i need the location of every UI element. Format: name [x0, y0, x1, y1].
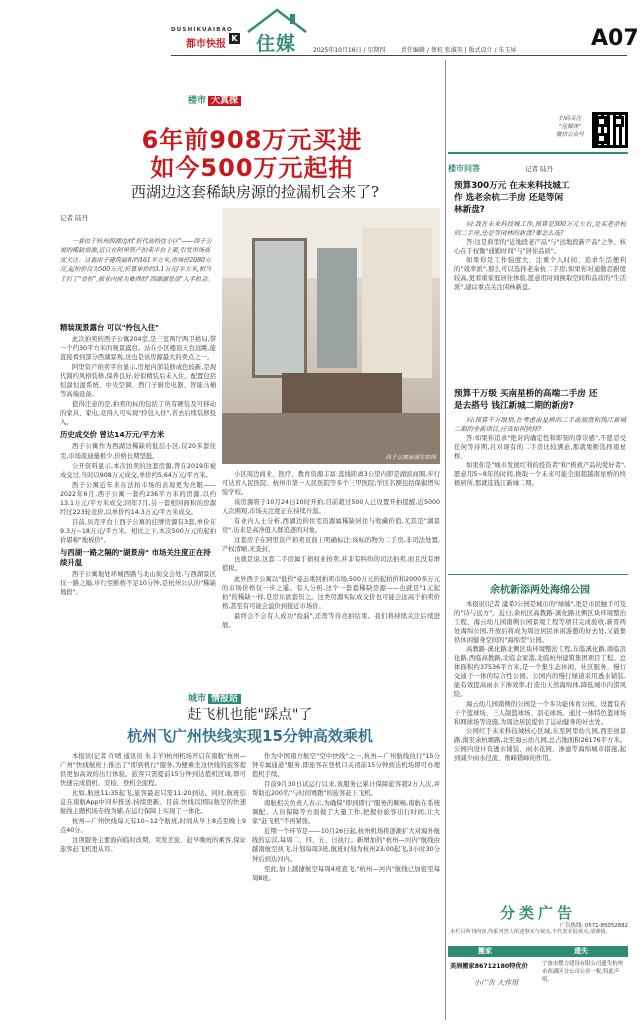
qr-caption-line: "住媒体" [559, 124, 581, 130]
masthead-editor: 责任编辑 / 蔡杭 张淑英 | 版式设计 / 朱玉屏 [401, 47, 517, 54]
mover-name: 小广告 大作用 [473, 979, 519, 987]
park-paragraph: 本报讯(记者 虞希)公园是城市的"绿肺",更是市民触手可及的"诗与远方"。近日,余杭区高教路-溪化路北侧区块环境整治工程、海云幼儿园南侧公园景观工程等项目完成验收,新晋两处海绵公园,开放后将成为周边居民休闲游憩的好去处,又能集供休闲健身空间的"海绵型"公园。 [454, 601, 626, 645]
qa-ask: 问:预算千万级别,在考虑南星桥的二手高端盘和钱江新城二期的全新项目,应该如何抉择? [454, 417, 626, 434]
main-paragraph: 值得注意的是,拍卖的标的包括了所有硬装及可移动的家具、家电,竞得人可实现"拎包入住",省去后续装修投入。 [60, 401, 216, 427]
flight-paragraph: 本报讯(记者 许晴 通讯员 朱丰羊)杭州机场开启在南航"杭州—广州"快线航班上推出了"即到机行"服务,为便乘坐这快线的旅客提供更加高效的出行体验。旅客只需提前15分钟到达值机区域,即可快速完成值机、安检、登机全流程。 [60, 753, 246, 788]
property-photo [222, 208, 440, 464]
paper-logo-icon: K [229, 33, 240, 44]
main-paragraph: 西子公寓地处环城西路与北山街交会处,与西湖景区仅一路之隔,步行至断桥不足10分钟,是杭州公认的"稀缺地段"。 [60, 570, 216, 597]
page-number: A07 [591, 26, 639, 51]
sidebar-reporter: 记者 陆丹 [525, 165, 554, 173]
qa-answer: 答:这是典型的"近地段老产品"与"远地段新产品"之争。核心在于权衡"通勤时间"与"居住品质"。 [454, 239, 626, 256]
qa-question-title: 预算千万级 买南星桥的高端二手房 还是去搭号 钱江新城二期的新房? [454, 389, 598, 411]
lost-notice: 宁波市燃力建设有限公司遗失杭州市西湖区分公司公章一枚,特此声明。 [542, 961, 623, 983]
main-subhead-2: 历史成交价 曾达14万元/平方米 [60, 430, 165, 440]
main-paragraph: 最终会不会有人成功"捡漏",还需等待竞拍结果。我们将持续关注后续进展。 [222, 612, 440, 629]
main-paragraph: 这套房子在阿里资产拍卖页面上明确标注:该标的物为二手房,非司法处置,产权清晰,无查封。 [222, 537, 440, 554]
flight-headline-1: 赶飞机也能"踩点"了 [187, 707, 313, 723]
qr-caption [550, 115, 590, 139]
qr-code[interactable] [592, 112, 628, 148]
park-paragraph: 海云幼儿园南侧的公园是一个多功能体育公园。设置有若干个篮球场、三人制篮球场、羽毛球场。通过一体特色篮球场和网球场等设施,为周边居民提供了运动健身的好去处。 [454, 700, 626, 726]
main-paragraph: 西子公寓近年来在法拍市场的表现更为亮眼——2022年6月,西子公寓一套约236平方米的房源,以约13.1万元/平方米成交;同年7月,另一套相同面积的房源经过223轮竞价,以单价约14.3万元/平方米成交。 [60, 481, 216, 516]
column-label: 城市 [188, 694, 207, 704]
mover-phone: 美润搬家86712180特优价 [450, 963, 528, 970]
main-subhead-1: 精装现景露台 可以"拎包入住" [60, 323, 159, 332]
classified-bar-left: 搬家 [478, 947, 492, 955]
column-name: 情报站 [208, 694, 241, 704]
main-headline-1: 6年前908万元买进 [141, 126, 363, 154]
qa-ask: 问:我在未来科技城工作,预算是300万元左右,是买老余杭的二手房,还是等闲林的新盘?要怎么选? [454, 221, 626, 238]
photo-caption: 西子公寓房源实拍图 [385, 455, 436, 461]
main-column-1 [60, 320, 216, 598]
main-paragraph: 公开资料显示,本次拍卖的这套房源,曾在2019年被成交过,当时以908万元成交,单价约5.64万元/平方米。 [60, 462, 216, 479]
main-article-column-tag [188, 88, 241, 107]
qr-caption-line: 微信公众号 [556, 132, 584, 138]
qa-question-title: 预算300万元 在未来科技城工作 选老余杭二手房 还是等闲林新盘? [454, 181, 570, 215]
column-label: 楼市 [188, 96, 207, 106]
masthead-rule [171, 55, 627, 56]
flight-paragraph: 杭州—广州快线每天有10~12个航班,时间从早上8点至晚上9点40分。 [60, 818, 246, 835]
main-paragraph: 目前,贝壳平台上西子公寓的挂牌房源有3套,单价在9.3万~18万元/平方米。相比之下,本次500万元的起拍价堪称"地板价"。 [60, 518, 216, 544]
sidebar-column-header [448, 152, 628, 175]
sidebar-column-label: 楼市问答 [448, 164, 480, 173]
flight-paragraph: 作为中国南方航空"空中快线"之一,杭州—广州航线执行"15分钟专属通道"服务,即旅客在登机口关闭前15分钟到达机场即可办理值机手续。 [252, 753, 440, 779]
main-paragraph: 西子公寓作为西湖边稀缺的低层小区,仅20多套住宅,市场流通量极少,价格长期坚挺。 [60, 443, 216, 460]
qa-item-1 [454, 180, 626, 292]
masthead-paper-name: 都市快报 [186, 39, 226, 50]
main-subhead-3: 与西湖一路之隔的"湖景房" 市场关注度正在持续升温 [60, 547, 211, 567]
flight-column-1 [60, 752, 246, 856]
main-paragraph: 该房源将于10月24日10时开拍,目前超过500人已设置开拍提醒,近5000人次围观,市场关注度正在持续升温。 [222, 499, 440, 516]
classified-bar-right: 遗失 [574, 947, 588, 955]
classified-ads [448, 902, 628, 1020]
flight-paragraph: 近期一个环节是——10月26日起,杭州机场将逐渐扩大对海外航线的运营,每周二、四、五、日执行。新增加的"杭州—河内"航线由越南航空执飞,计划每周3班,航班时刻为杭州23:00起飞,3小时30分钟后到达河内。 [252, 828, 440, 863]
flight-paragraph: 目前9月30日试运行以来,该服务已累计保障旅客超2万人次,并帮助近200名"与时间赛跑"的旅客赶上飞机。 [252, 781, 440, 798]
main-lead: 一套位于杭州西湖边的"折代高档住小区"——西子公寓的稀缺房源,近日在阿里资产拍卖平台上架,引发市场高度关注。这套房子建筑面积约161平方米,市场价2080万元,起拍价仅为500万元,折算单价约3.1万元/平方米,相当于打了"骨折",被业内视为难得的"西湖湖景房"入手机会。 [60, 238, 214, 283]
main-paragraph: 此次拍卖的西子公寓204室,是三室两厅两卫格局,带一个约30平方米的观景露台。站在小区楼顶天台远眺,能直接看到部分西湖景观,这也是该房源最大的卖点之一。 [60, 336, 216, 362]
main-reporter: 记者 陆丹 [60, 214, 89, 222]
main-headline-2: 如今500万元起拍 [150, 154, 354, 182]
classified-bar [448, 946, 628, 957]
park-article [454, 600, 626, 763]
masthead-date: 2025年10月16日 / 星期四 [313, 47, 386, 54]
main-paragraph: 阿里资产拍卖平台显示,房屋内部装修成色较新,是现代简约风格装修,保养良好,好似精装后未入住。配置包括恒温恒湿系统、中央空调、西门子厨房电器、智能马桶等高端设备。 [60, 364, 216, 399]
flight-paragraph: 至此,加上越捷航空每周4班直飞,"杭州—河内"航线已加密至每周8班。 [252, 865, 440, 882]
classified-note: 本栏目所刊内容,均系刊登人所述事实与观点,不代表本报观点,请谨慎。 [450, 929, 611, 935]
qa-answer: 如果你是"城市发展红利的投资者"和"极致产品的爱好者",愿意用5~8年的时间,换取一个未来可能全面超越南星桥的终极居所,那就选钱江新城二期。 [454, 462, 626, 488]
park-paragraph: 公园红于未来科技城核心区域,东至阿里幼儿园,西至创景路,南至余杭塘路,北至海云幼儿园,总占地面积26176平方米。公园内设计有透水铺装、雨水花园、渗滤等海绵城市措施,起到减少雨水径流、削峰错峰的作用。 [454, 727, 626, 762]
qa-item-2 [454, 388, 626, 488]
masthead-pinyin: DUSHIKUAIBAO [171, 27, 233, 33]
sidebar-divider [445, 60, 446, 1020]
flight-column-2 [252, 752, 440, 884]
flight-paragraph: 南航相关负责人表示,为确保"即到即行"服务的顺畅,南航在系统调配、人员保障等方面做了大量工作,把握好旅客出行时间,让大家"赶飞机"不再紧张。 [252, 800, 440, 826]
main-subheadline: 西湖边这套稀缺房源的捡漏机会来了? [130, 183, 380, 201]
qa-answer: 如果你是工作强度大、注重个人时间、追求生活便利的"效率派",那么可以选择老余杭二手房;如果你对通勤忍耐度较高,更看重家庭居住体验,愿意用时间换取空间和品质的"生活派",建议重点关注闲林新盘。 [454, 257, 626, 292]
flight-headline-2: 杭州飞广州快线实现15分钟高效乘机 [127, 727, 373, 745]
main-paragraph: 此外西子公寓以"低价"姿态重回拍卖市场,500万元的起拍价和2000多万元的市场价格仅一步之遥。有人分析,这个一套套稀缺房源——也就是"1元起拍"的稀缺一样,是房东欲套资之。这类房源实际成交价也可能会远高于拍卖价格,甚至有可能会溢价到接近市场价。 [222, 575, 440, 610]
main-paragraph: 小区周边商业、医疗、教育资源丰富:直线距离3公里内即是湖滨商圈,步行可达省人民医院、杭州市第一人民医院等多个三甲医院;学区名额包括保俶塔实验学校。 [222, 471, 440, 497]
main-paragraph: 有业内人士分析,西湖边的住宅资源属稀缺居住与收藏价值,尤其是"湖景房",历来是高净值人群追逐的对象。 [222, 518, 440, 535]
masthead-section-name: 住媒 [256, 33, 297, 55]
main-column-2 [222, 470, 440, 631]
qr-caption-line: 扫码关注 [558, 116, 582, 122]
park-paragraph: 高教路-溪化路北侧区块环境整治工程,东临溪化路,南临浪化路,西临高教路,北临金家港,北临杭州建筑集团项目工程。总体面积约37536平方米,是一个集生态休闲、社区服务、慢行交通于一体的综合性公园。公园内的慢行绿道采用透水铺装,能有效提高雨水下渗效率,打造出天然海绵体,降低城市内涝风险。 [454, 646, 626, 699]
flight-column-tag [188, 686, 241, 705]
flight-paragraph: 这项服务主要面向临时改期、突发差旅、赶早晚班的乘客,保证旅客赶飞机更从容。 [60, 837, 246, 854]
sidebar-rule [448, 574, 628, 575]
park-headline: 余杭新添两处海绵公园 [490, 585, 590, 596]
classified-hotline: 广告热线: 0571-85052682 [559, 923, 628, 929]
qa-answer: 答:如果你追求"绝对的确定性和即刻的尊崇感",不愿忍受任何等待期,且对现有的二手房比较满意,那就果断选择南星桥。 [454, 435, 626, 461]
classified-title: 分类广告 [499, 904, 576, 922]
flight-paragraph: 比如,航班11:35起飞,旅客最迟只需11:20到达。同时,航班信息在南航App中同步推送,持续更新。目前,快线以国际航空的快速航线主题机场专线为辅,在运行保障上实现了一体化。 [60, 790, 246, 816]
masthead [0, 0, 642, 62]
main-paragraph: 也就是说,这套二手房属于债权业拍卖,并非有纠纷的司法拍卖,而且没有增值税。 [222, 556, 440, 573]
column-name: 大真探 [208, 96, 241, 106]
